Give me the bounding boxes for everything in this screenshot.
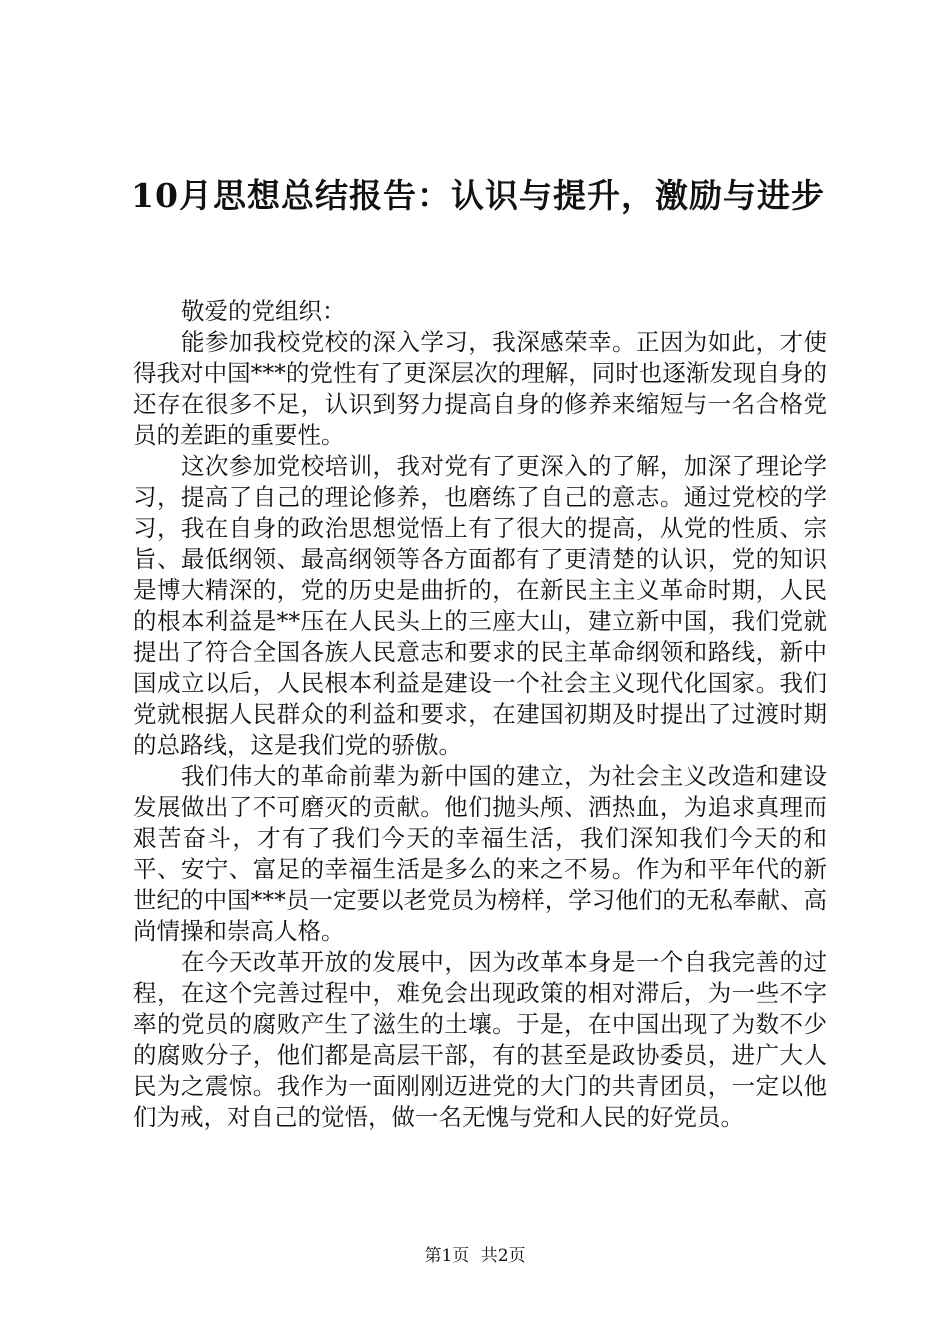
page-number-total: 共2页 — [480, 1246, 526, 1266]
page-footer — [0, 1244, 950, 1268]
paragraph-2: 这次参加党校培训，我对党有了更深入的了解，加深了理论学习，提高了自己的理论修养，也磨练了自己的意志。通过党校的学习，我在自身的政治思想觉悟上有了很大的提高，从党的性质、宗旨、最低纲领、最高纲领等各方面都有了更清楚的认识，党的知识是博大精深的，党的历史是曲折的，在新民主主义革命时期，人民的根本利益是**压在人民头上的三座大山，建立新中国，我们党就提出了符合全国各族人民意志和要求的民主革命纲领和路线，新中国成立以后，人民根本利益是建设一个社会主义现代化国家。我们党就根据人民群众的利益和要求，在建国初期及时提出了过渡时期的总路线，这是我们党的骄傲。 — [133, 452, 827, 759]
paragraph-3: 我们伟大的革命前辈为新中国的建立，为社会主义改造和建设发展做出了不可磨灭的贡献。他们抛头颅、洒热血，为追求真理而艰苦奋斗，才有了我们今天的幸福生活，我们深知我们今天的和平、安宁、富足的幸福生活是多么的来之不易。作为和平年代的新世纪的中国***员一定要以老党员为榜样，学习他们的无私奉献、高尚情操和崇高人格。 — [133, 762, 827, 945]
paragraph-4: 在今天改革开放的发展中，因为改革本身是一个自我完善的过程，在这个完善过程中，难免会出现政策的相对滞后，为一些不字率的党员的腐败产生了滋生的土壤。于是，在中国出现了为数不少的腐败分子，他们都是高层干部，有的甚至是政协委员，进广大人民为之震惊。我作为一面刚刚迈进党的大门的共青团员，一定以他们为戒，对自己的觉悟，做一名无愧与党和人民的好党员。 — [133, 948, 827, 1131]
page-number-current: 第1页 — [424, 1246, 470, 1266]
paragraph-1: 能参加我校党校的深入学习，我深感荣幸。正因为如此，才使得我对中国***的党性有了更深层次的理解，同时也逐渐发现自身的还存在很多不足，认识到努力提高自身的修养来缩短与一名合格党员的差距的重要性。 — [133, 328, 827, 449]
document-body — [133, 296, 827, 1133]
document-title: 10月思想总结报告：认识与提升，激励与进步 — [131, 176, 825, 215]
salutation: 敬爱的党组织： — [181, 297, 346, 325]
